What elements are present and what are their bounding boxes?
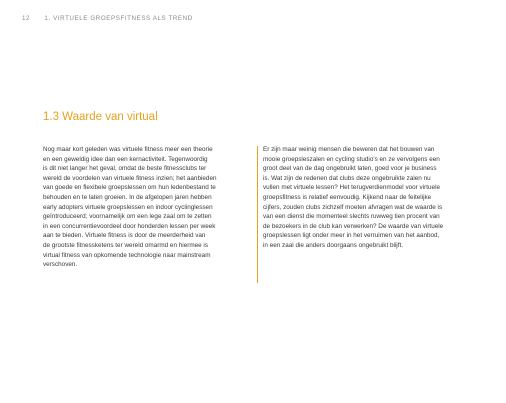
text-line: virtual fitness van opkomende technologie naar mainstream <box>43 251 211 259</box>
text-line: van een dienst die momenteel slechts ruwweg tien procent van <box>263 213 440 221</box>
text-line: mooie groepsleszalen en cycling studio's en ze vervolgens een <box>263 155 440 163</box>
running-title: 1. VIRTUELE GROEPSFITNESS ALS TREND <box>44 15 193 22</box>
text-line: behouden en te laten groeien. In de afgelopen jaren hebben <box>43 193 212 201</box>
text-line: is. Wat zijn de redenen dat clubs deze ongebruikte zalen nu <box>263 174 431 182</box>
text-line: de bezoekers in de club kan verwerken? De waarde van virtuele <box>263 222 444 230</box>
right-paragraph <box>263 145 475 251</box>
text-line: wereld de voordelen van virtuele fitness inzien; het aanbieden <box>43 174 217 182</box>
text-line: van goede en flexibele groepslessen om hun ledenbestand te <box>43 184 216 192</box>
text-line: groepslessen ligt onder meer in het verruimen van het aanbod, <box>263 232 440 240</box>
text-line: de grootste fitnessketens ter wereld omarmd en hiermee is <box>43 241 209 249</box>
text-line: en een geweldig idee dan een kernactiviteit. Tegenwoordig <box>43 155 208 163</box>
text-line: verschoven. <box>43 261 78 269</box>
left-column <box>43 145 255 270</box>
text-line: cijfers, zouden clubs zichzelf moeten afvragen wat de waarde is <box>263 203 443 211</box>
text-line: in een zaal die anders doorgaans ongebruikt blijft. <box>263 241 404 249</box>
text-line: early adopters virtuele groepslessen en indoor cyclinglessen <box>43 203 213 211</box>
running-header <box>22 15 193 22</box>
text-line: groot deel van de dag ongebruikt laten, goed voor je business <box>263 165 437 173</box>
text-line: groepsfitness is relatief eenvoudig. Kijkend naar de feitelijke <box>263 193 432 201</box>
section-title: 1.3 Waarde van virtual <box>43 111 158 123</box>
text-line: in een concurrentievoordeel door honderden lessen per week <box>43 222 216 230</box>
column-divider <box>257 146 258 283</box>
left-paragraph <box>43 145 255 270</box>
text-line: aan te bieden. Virtuele fitness is door de meerderheid van <box>43 232 206 240</box>
right-column <box>263 145 475 251</box>
text-line: Nog maar kort geleden was virtuele fitness meer een theorie <box>43 146 213 153</box>
text-line: vullen met virtuele lessen? Het terugverdienmodel voor virtuele <box>263 184 441 192</box>
text-line: Er zijn maar weinig mensen die beweren dat het bouwen van <box>263 146 435 153</box>
text-line: is dit niet langer het geval, omdat de beste fitnessclubs ter <box>43 165 207 173</box>
page-number: 12 <box>22 15 31 22</box>
text-line: geïntroduceerd; voornamelijk om een lege zaal om te zetten <box>43 213 212 221</box>
